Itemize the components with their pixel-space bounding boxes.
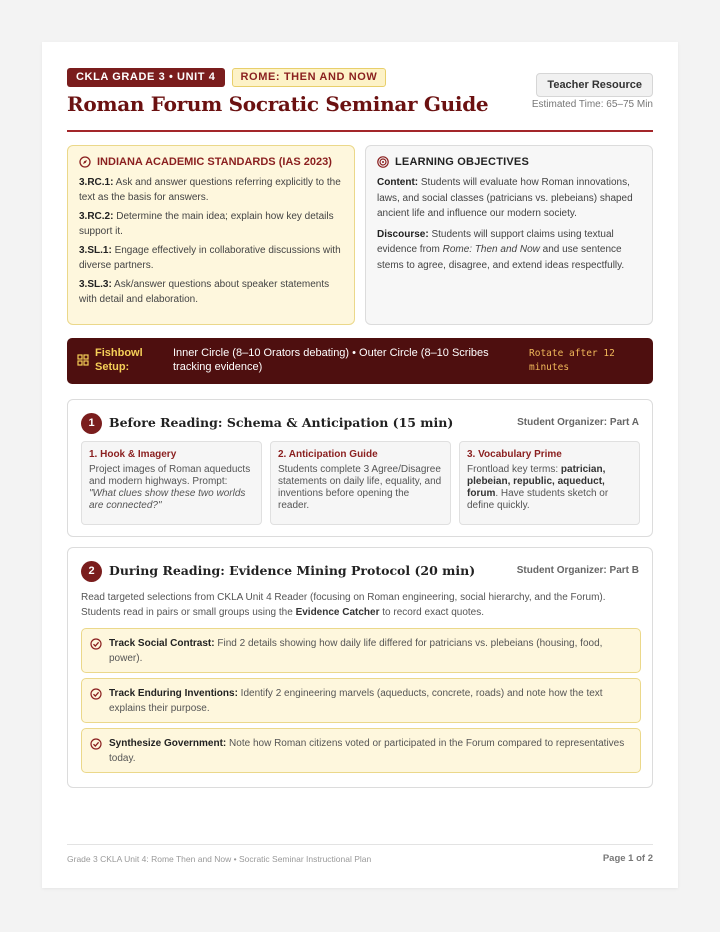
objectives-card [365, 145, 653, 325]
task-description: Identify 2 engineering marvels (aqueducts, concrete, roads) and note how the text explains their purpose. [109, 688, 603, 714]
fishbowl-setup-bar [67, 338, 653, 384]
standards-heading [79, 156, 343, 168]
objective-discourse [377, 227, 641, 274]
standard-item [79, 277, 343, 307]
standard-text: Ask and answer questions referring explicitly to the text as the basis for answers. [79, 177, 341, 203]
section-title: During Reading: Evidence Mining Protocol (20 min) [109, 563, 476, 578]
objective-text: Students will support claims using textual evidence from [377, 228, 614, 255]
task-item [81, 678, 641, 723]
section-during-reading [67, 547, 653, 788]
document-page [42, 42, 678, 888]
task-label: Track Enduring Inventions: [109, 688, 238, 699]
activity-text [89, 464, 254, 512]
task-text [109, 636, 629, 666]
intro-text-end: to record exact quotes. [379, 607, 485, 618]
evidence-catcher: Evidence Catcher [295, 607, 380, 618]
standard-item [79, 243, 343, 273]
objective-content [377, 175, 641, 222]
activity-text-post: . Have students sketch or define quickly. [467, 488, 609, 511]
standard-text: Engage effectively in collaborative discussions with diverse partners. [79, 245, 341, 271]
standard-item [79, 209, 343, 239]
objective-text: Students will evaluate how Roman innovations, laws, and social classes (patricians vs. plebeians) shaped ancient life and influence our modern society. [377, 177, 633, 219]
organizer-label: Student Organizer: Part B [516, 565, 639, 576]
section-number: 1 [81, 413, 102, 434]
objective-label: Discourse: [377, 228, 429, 240]
rotation-note: Rotate after 12 minutes [529, 348, 615, 373]
task-label: Track Social Contrast: [109, 638, 215, 649]
topic-badge: ROME: THEN AND NOW [232, 68, 387, 87]
grid-icon [77, 354, 89, 366]
task-description: Find 2 details showing how daily life differed for patricians vs. plebeians (housing, food, power). [109, 638, 603, 664]
task-text [109, 686, 629, 716]
objectives-heading-text: LEARNING OBJECTIVES [395, 156, 529, 168]
task-description: Note how Roman citizens voted or participated in the Forum compared to representatives today. [109, 738, 625, 764]
grade-badge: CKLA GRADE 3 • UNIT 4 [67, 68, 225, 87]
activity-title: 2. Anticipation Guide [278, 449, 378, 460]
activity-box-vocabulary [459, 441, 640, 525]
objectives-heading [377, 156, 641, 168]
check-circle-icon [90, 738, 102, 750]
activity-text-pre: Frontload key terms: [467, 464, 561, 475]
activity-box-hook [81, 441, 262, 525]
page-footer [67, 844, 653, 864]
footer-caption: Grade 3 CKLA Unit 4: Rome Then and Now • Socratic Seminar Instructional Plan [67, 854, 372, 864]
fishbowl-label: Fishbowl Setup: [95, 347, 143, 373]
task-item [81, 628, 641, 673]
header-badges [67, 68, 386, 87]
activity-title: 1. Hook & Imagery [89, 449, 177, 460]
estimated-time: Estimated Time: 65–75 Min [531, 99, 653, 110]
intro-text: Read targeted selections from CKLA Unit 4 Reader (focusing on Roman engineering, social hierarchy, and the Forum). Students read in pairs or small groups using the [81, 592, 606, 618]
section-title: Before Reading: Schema & Anticipation (15 min) [109, 415, 454, 430]
standards-card [67, 145, 355, 325]
page-content [67, 68, 653, 864]
task-label: Synthesize Government: [109, 738, 227, 749]
task-text [109, 736, 629, 766]
activity-text: Students complete 3 Agree/Disagree statements on daily life, equality, and inventions before opening the reader. [278, 464, 442, 511]
page-number: Page 1 of 2 [602, 853, 653, 864]
section-intro [81, 590, 641, 620]
compass-icon [79, 156, 91, 168]
activity-prompt: "What clues show these two worlds are connected?" [89, 488, 246, 511]
page-title: Roman Forum Socratic Seminar Guide [67, 92, 489, 116]
section-before-reading [67, 399, 653, 537]
check-circle-icon [90, 638, 102, 650]
objective-text: and use sentence stems to agree, disagree, and extend ideas respectfully. [377, 244, 625, 271]
check-circle-icon [90, 688, 102, 700]
fishbowl-description: Inner Circle (8–10 Orators debating) • Outer Circle (8–10 Scribes tracking evidence) [173, 347, 489, 373]
standard-item [79, 175, 343, 205]
standards-objectives-row [67, 145, 653, 325]
standard-code: 3.RC.1: [79, 177, 114, 188]
document-header [67, 68, 653, 132]
standard-text: Determine the main idea; explain how key details support it. [79, 211, 334, 237]
reader-title: Rome: Then and Now [442, 244, 540, 255]
standard-code: 3.RC.2: [79, 211, 114, 222]
standards-heading-text: INDIANA ACADEMIC STANDARDS (IAS 2023) [97, 156, 332, 168]
target-icon [377, 156, 389, 168]
activity-boxes [81, 441, 640, 525]
activity-text-main: Project images of Roman aqueducts and modern highways. Prompt: [89, 464, 251, 487]
activity-box-anticipation [270, 441, 451, 525]
activity-title: 3. Vocabulary Prime [467, 449, 562, 460]
standard-code: 3.SL.1: [79, 245, 112, 256]
task-item [81, 728, 641, 773]
section-number: 2 [81, 561, 102, 582]
activity-text [467, 464, 632, 512]
teacher-resource-button[interactable]: Teacher Resource [536, 73, 653, 97]
objective-label: Content: [377, 177, 419, 188]
organizer-label: Student Organizer: Part A [517, 417, 639, 428]
vocabulary-terms: patrician, plebeian, republic, aqueduct, forum [467, 464, 606, 499]
standard-code: 3.SL.3: [79, 279, 112, 290]
standard-text: Ask/answer questions about speaker statements with detail and elaboration. [79, 279, 330, 305]
